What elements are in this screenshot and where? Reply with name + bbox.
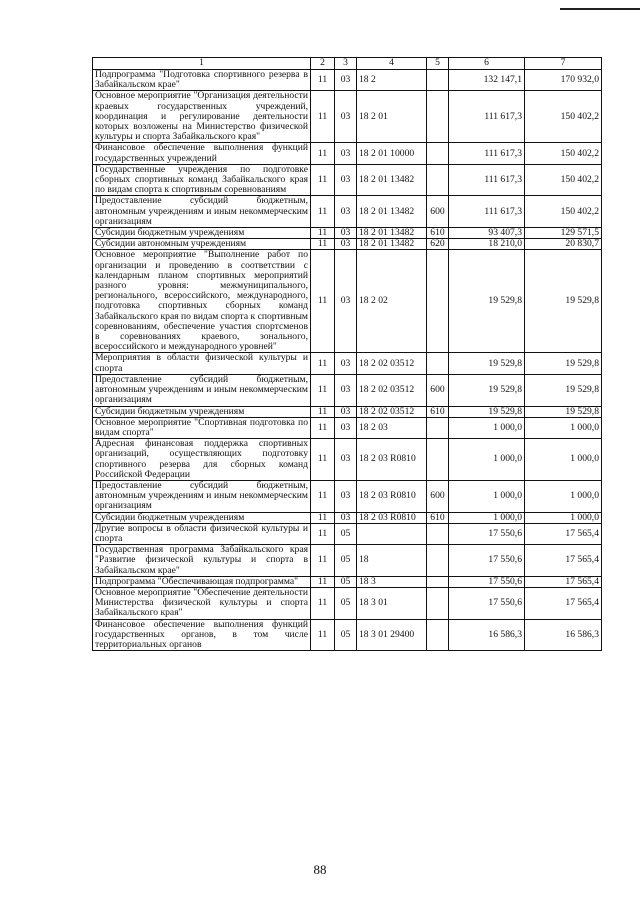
row-name: Финансовое обеспечение выполнения функций государственных органов, в том числе территориальных органов bbox=[93, 619, 311, 651]
amount-col-7: 17 565,4 bbox=[525, 523, 602, 544]
table-row bbox=[93, 406, 602, 417]
amount-col-6: 19 529,8 bbox=[449, 353, 525, 374]
subsection-code: 03 bbox=[335, 353, 357, 374]
subsection-code: 05 bbox=[335, 619, 357, 651]
target-article-code: 18 2 02 03512 bbox=[357, 353, 427, 374]
amount-col-6: 111 617,3 bbox=[449, 143, 525, 164]
subsection-code: 03 bbox=[335, 439, 357, 481]
section-code: 11 bbox=[311, 587, 335, 619]
amount-col-6: 132 147,1 bbox=[449, 70, 525, 91]
expense-type-code: 610 bbox=[427, 512, 449, 523]
amount-col-6: 19 529,8 bbox=[449, 406, 525, 417]
column-header-1: 1 bbox=[93, 58, 311, 70]
amount-col-7: 17 565,4 bbox=[525, 576, 602, 587]
row-name: Субсидии бюджетным учреждениям bbox=[93, 406, 311, 417]
amount-col-7: 16 586,3 bbox=[525, 619, 602, 651]
table-row bbox=[93, 250, 602, 353]
table-row bbox=[93, 353, 602, 374]
subsection-code: 05 bbox=[335, 587, 357, 619]
amount-col-7: 129 571,5 bbox=[525, 228, 602, 239]
table-row bbox=[93, 417, 602, 438]
section-code: 11 bbox=[311, 70, 335, 91]
subsection-code: 03 bbox=[335, 239, 357, 250]
row-name: Предоставление субсидий бюджетным, автономным учреждениям и иным некоммерческим организациям bbox=[93, 374, 311, 406]
expense-type-code bbox=[427, 91, 449, 143]
section-code: 11 bbox=[311, 439, 335, 481]
row-name: Подпрограмма "Подготовка спортивного резерва в Забайкальском крае" bbox=[93, 70, 311, 91]
subsection-code: 03 bbox=[335, 228, 357, 239]
column-header-5: 5 bbox=[427, 58, 449, 70]
subsection-code: 05 bbox=[335, 576, 357, 587]
target-article-code: 18 2 01 13482 bbox=[357, 239, 427, 250]
table-row bbox=[93, 143, 602, 164]
subsection-code: 03 bbox=[335, 196, 357, 228]
row-name: Основное мероприятие "Выполнение работ по организации и проведению в соответствии с календарным планом спортивных мероприятий разного уровня: межмуниципального, регионального, всероссийского, международного, подготовка спортивных сборных команд Забайкальского края по видам спорта к спортивным соревнованиям, обеспечение участия спортсменов в соревнованиях краевого, зонального, всероссийского и международного уровней" bbox=[93, 250, 311, 353]
section-code: 11 bbox=[311, 164, 335, 196]
section-code: 11 bbox=[311, 406, 335, 417]
target-article-code: 18 3 01 29400 bbox=[357, 619, 427, 651]
expense-type-code: 610 bbox=[427, 406, 449, 417]
target-article-code: 18 2 01 13482 bbox=[357, 196, 427, 228]
target-article-code: 18 2 03 R0810 bbox=[357, 439, 427, 481]
amount-col-6: 111 617,3 bbox=[449, 196, 525, 228]
expense-type-code: 620 bbox=[427, 239, 449, 250]
amount-col-7: 19 529,8 bbox=[525, 353, 602, 374]
table-row bbox=[93, 164, 602, 196]
expense-type-code bbox=[427, 417, 449, 438]
table-row bbox=[93, 228, 602, 239]
row-name: Государственные учреждения по подготовке сборных спортивных команд Забайкальского края по видам спорта к спортивным соревнованиям bbox=[93, 164, 311, 196]
amount-col-6: 1 000,0 bbox=[449, 512, 525, 523]
section-code: 11 bbox=[311, 250, 335, 353]
target-article-code: 18 2 03 bbox=[357, 417, 427, 438]
expense-type-code bbox=[427, 250, 449, 353]
table-row bbox=[93, 196, 602, 228]
expense-type-code bbox=[427, 523, 449, 544]
amount-col-6: 111 617,3 bbox=[449, 164, 525, 196]
expense-type-code bbox=[427, 619, 449, 651]
section-code: 11 bbox=[311, 576, 335, 587]
section-code: 11 bbox=[311, 91, 335, 143]
amount-col-7: 20 830,7 bbox=[525, 239, 602, 250]
column-header-7: 7 bbox=[525, 58, 602, 70]
amount-col-7: 1 000,0 bbox=[525, 480, 602, 512]
column-header-6: 6 bbox=[449, 58, 525, 70]
amount-col-6: 1 000,0 bbox=[449, 439, 525, 481]
subsection-code: 03 bbox=[335, 91, 357, 143]
amount-col-6: 17 550,6 bbox=[449, 576, 525, 587]
amount-col-7: 19 529,8 bbox=[525, 374, 602, 406]
amount-col-7: 150 402,2 bbox=[525, 164, 602, 196]
amount-col-7: 19 529,8 bbox=[525, 250, 602, 353]
row-name: Подпрограмма "Обеспечивающая подпрограмма" bbox=[93, 576, 311, 587]
budget-table bbox=[92, 57, 602, 651]
amount-col-6: 93 407,3 bbox=[449, 228, 525, 239]
table-row bbox=[93, 512, 602, 523]
section-code: 11 bbox=[311, 143, 335, 164]
page-number: 88 bbox=[313, 862, 327, 877]
subsection-code: 03 bbox=[335, 512, 357, 523]
column-header-4: 4 bbox=[357, 58, 427, 70]
subsection-code: 03 bbox=[335, 374, 357, 406]
amount-col-7: 170 932,0 bbox=[525, 70, 602, 91]
amount-col-6: 111 617,3 bbox=[449, 91, 525, 143]
row-name: Адресная финансовая поддержка спортивных организаций, осуществляющих подготовку спортивного резерва для сборных команд Российской Федерации bbox=[93, 439, 311, 481]
amount-col-6: 1 000,0 bbox=[449, 417, 525, 438]
target-article-code: 18 bbox=[357, 545, 427, 577]
amount-col-6: 1 000,0 bbox=[449, 480, 525, 512]
section-code: 11 bbox=[311, 619, 335, 651]
target-article-code: 18 2 01 13482 bbox=[357, 228, 427, 239]
table-row bbox=[93, 239, 602, 250]
expense-type-code bbox=[427, 439, 449, 481]
target-article-code: 18 2 02 03512 bbox=[357, 406, 427, 417]
subsection-code: 03 bbox=[335, 480, 357, 512]
target-article-code: 18 2 01 10000 bbox=[357, 143, 427, 164]
amount-col-6: 17 550,6 bbox=[449, 523, 525, 544]
expense-type-code bbox=[427, 70, 449, 91]
subsection-code: 03 bbox=[335, 143, 357, 164]
row-name: Предоставление субсидий бюджетным, автономным учреждениям и иным некоммерческим организациям bbox=[93, 196, 311, 228]
expense-type-code bbox=[427, 587, 449, 619]
table-row bbox=[93, 91, 602, 143]
row-name: Субсидии бюджетным учреждениям bbox=[93, 228, 311, 239]
amount-col-6: 17 550,6 bbox=[449, 545, 525, 577]
target-article-code: 18 2 01 13482 bbox=[357, 164, 427, 196]
table-row bbox=[93, 576, 602, 587]
amount-col-7: 1 000,0 bbox=[525, 512, 602, 523]
table-row bbox=[93, 70, 602, 91]
subsection-code: 05 bbox=[335, 523, 357, 544]
column-number-row bbox=[93, 58, 602, 70]
row-name: Мероприятия в области физической культуры и спорта bbox=[93, 353, 311, 374]
column-header-3: 3 bbox=[335, 58, 357, 70]
amount-col-6: 17 550,6 bbox=[449, 587, 525, 619]
amount-col-6: 16 586,3 bbox=[449, 619, 525, 651]
subsection-code: 03 bbox=[335, 164, 357, 196]
amount-col-7: 1 000,0 bbox=[525, 417, 602, 438]
expense-type-code bbox=[427, 353, 449, 374]
amount-col-7: 19 529,8 bbox=[525, 406, 602, 417]
row-name: Субсидии автономным учреждениям bbox=[93, 239, 311, 250]
section-code: 11 bbox=[311, 239, 335, 250]
section-code: 11 bbox=[311, 545, 335, 577]
section-code: 11 bbox=[311, 228, 335, 239]
section-code: 11 bbox=[311, 417, 335, 438]
target-article-code: 18 2 02 03512 bbox=[357, 374, 427, 406]
table-row bbox=[93, 587, 602, 619]
amount-col-6: 19 529,8 bbox=[449, 250, 525, 353]
row-name: Предоставление субсидий бюджетным, автономным учреждениям и иным некоммерческим организациям bbox=[93, 480, 311, 512]
amount-col-6: 19 529,8 bbox=[449, 374, 525, 406]
target-article-code bbox=[357, 523, 427, 544]
table-row bbox=[93, 439, 602, 481]
top-edge-rule bbox=[560, 8, 640, 10]
expense-type-code bbox=[427, 164, 449, 196]
expense-type-code: 600 bbox=[427, 374, 449, 406]
subsection-code: 05 bbox=[335, 545, 357, 577]
target-article-code: 18 2 bbox=[357, 70, 427, 91]
subsection-code: 03 bbox=[335, 406, 357, 417]
target-article-code: 18 2 01 bbox=[357, 91, 427, 143]
target-article-code: 18 3 bbox=[357, 576, 427, 587]
row-name: Другие вопросы в области физической культуры и спорта bbox=[93, 523, 311, 544]
column-header-2: 2 bbox=[311, 58, 335, 70]
expense-type-code: 610 bbox=[427, 228, 449, 239]
table-row bbox=[93, 480, 602, 512]
subsection-code: 03 bbox=[335, 250, 357, 353]
amount-col-7: 150 402,2 bbox=[525, 196, 602, 228]
row-name: Финансовое обеспечение выполнения функций государственных учреждений bbox=[93, 143, 311, 164]
row-name: Основное мероприятие "Спортивная подготовка по видам спорта" bbox=[93, 417, 311, 438]
row-name: Основное мероприятие "Организация деятельности краевых государственных учреждений, координация и регулирование деятельности которых возложены на Министерство физической культуры и спорта Забайкальского края" bbox=[93, 91, 311, 143]
section-code: 11 bbox=[311, 374, 335, 406]
amount-col-7: 1 000,0 bbox=[525, 439, 602, 481]
amount-col-7: 17 565,4 bbox=[525, 545, 602, 577]
section-code: 11 bbox=[311, 196, 335, 228]
table-row bbox=[93, 545, 602, 577]
target-article-code: 18 3 01 bbox=[357, 587, 427, 619]
row-name: Субсидии бюджетным учреждениям bbox=[93, 512, 311, 523]
section-code: 11 bbox=[311, 353, 335, 374]
target-article-code: 18 2 03 R0810 bbox=[357, 512, 427, 523]
expense-type-code bbox=[427, 545, 449, 577]
expense-type-code bbox=[427, 143, 449, 164]
amount-col-6: 18 210,0 bbox=[449, 239, 525, 250]
subsection-code: 03 bbox=[335, 70, 357, 91]
table-row bbox=[93, 374, 602, 406]
subsection-code: 03 bbox=[335, 417, 357, 438]
row-name: Государственная программа Забайкальского края "Развитие физической культуры и спорта в Забайкальском крае" bbox=[93, 545, 311, 577]
amount-col-7: 150 402,2 bbox=[525, 143, 602, 164]
expense-type-code: 600 bbox=[427, 480, 449, 512]
expense-type-code: 600 bbox=[427, 196, 449, 228]
amount-col-7: 150 402,2 bbox=[525, 91, 602, 143]
section-code: 11 bbox=[311, 512, 335, 523]
expense-type-code bbox=[427, 576, 449, 587]
table-row bbox=[93, 619, 602, 651]
target-article-code: 18 2 03 R0810 bbox=[357, 480, 427, 512]
target-article-code: 18 2 02 bbox=[357, 250, 427, 353]
amount-col-7: 17 565,4 bbox=[525, 587, 602, 619]
row-name: Основное мероприятие "Обеспечение деятельности Министерства физической культуры и спорта Забайкальского края" bbox=[93, 587, 311, 619]
table-row bbox=[93, 523, 602, 544]
section-code: 11 bbox=[311, 523, 335, 544]
section-code: 11 bbox=[311, 480, 335, 512]
